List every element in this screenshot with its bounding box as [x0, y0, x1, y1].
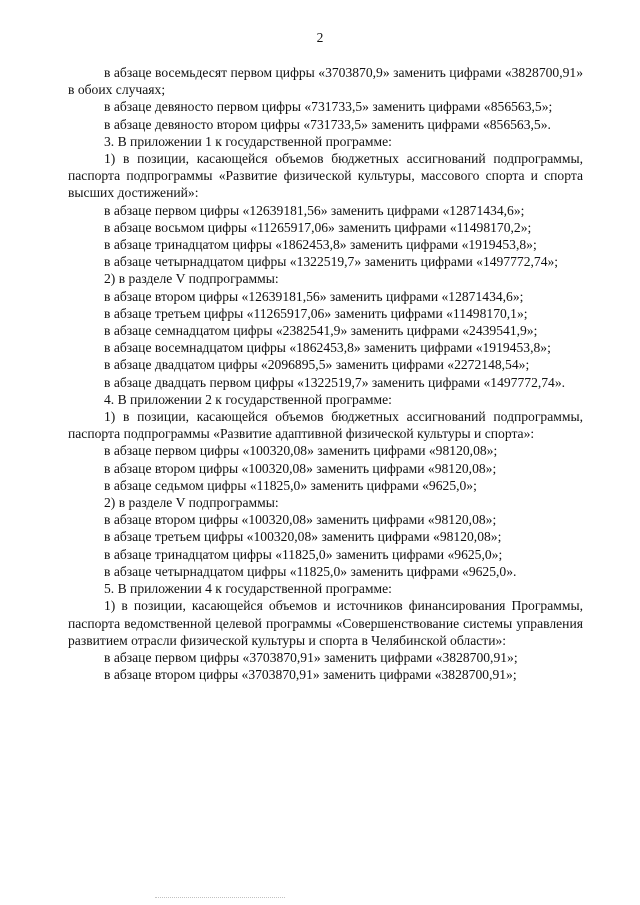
paragraph: 2) в разделе V подпрограммы:	[104, 271, 279, 287]
paragraph: в абзаце четырнадцатом цифры «1322519,7» заменить цифрами «1497772,74»;	[104, 254, 559, 270]
paragraph: 2) в разделе V подпрограммы:	[104, 495, 279, 511]
section-heading: 4. В приложении 2 к государственной программе:	[104, 391, 392, 407]
paragraph: 1) в позиции, касающейся объемов бюджетных ассигнований подпрограммы, паспорта подпрограммы «Развитие физической культуры, массового спорта и спорта высших достижений»:	[68, 151, 583, 201]
paragraph: в абзаце двадцатом цифры «2096895,5» заменить цифрами «2272148,54»;	[104, 357, 530, 373]
paragraph: в абзаце втором цифры «100320,08» заменить цифрами «98120,08»;	[104, 512, 497, 528]
paragraph: в абзаце семнадцатом цифры «2382541,9» заменить цифрами «2439541,9»;	[104, 323, 538, 339]
scan-artifact-line	[155, 897, 285, 899]
paragraph: 1) в позиции, касающейся объемов и источников финансирования Программы, паспорта ведомственной целевой программы «Совершенствование системы управления развитием отрасли физической культуры и спорта в Челябинской области»:	[68, 598, 583, 648]
paragraph: в абзаце втором цифры «3703870,91» заменить цифрами «3828700,91»;	[104, 667, 517, 683]
paragraph: в абзаце втором цифры «100320,08» заменить цифрами «98120,08»;	[104, 460, 497, 476]
paragraph: в абзаце седьмом цифры «11825,0» заменить цифрами «9625,0»;	[104, 477, 477, 493]
section-heading: 3. В приложении 1 к государственной программе:	[104, 133, 392, 149]
paragraph: в абзаце первом цифры «12639181,56» заменить цифрами «12871434,6»;	[104, 202, 525, 218]
section-heading: 5. В приложении 4 к государственной программе:	[104, 581, 392, 597]
paragraph: в абзаце втором цифры «12639181,56» заменить цифрами «12871434,6»;	[104, 288, 524, 304]
paragraph: в абзаце восьмом цифры «11265917,06» заменить цифрами «11498170,2»;	[104, 219, 532, 235]
paragraph: в абзаце третьем цифры «11265917,06» заменить цифрами «11498170,1»;	[104, 305, 528, 321]
document-body	[68, 64, 583, 683]
paragraph: в абзаце первом цифры «100320,08» заменить цифрами «98120,08»;	[104, 443, 498, 459]
paragraph: в абзаце третьем цифры «100320,08» заменить цифрами «98120,08»;	[104, 529, 502, 545]
paragraph: в абзаце восемьдесят первом цифры «3703870,9» заменить цифрами «3828700,91» в обоих случаях;	[68, 65, 583, 98]
paragraph: в абзаце девяносто втором цифры «731733,5» заменить цифрами «856563,5».	[104, 116, 551, 132]
paragraph: 1) в позиции, касающейся объемов бюджетных ассигнований подпрограммы, паспорта подпрограммы «Развитие адаптивной физической культуры и спорта»:	[68, 409, 583, 442]
paragraph: в абзаце первом цифры «3703870,91» заменить цифрами «3828700,91»;	[104, 649, 518, 665]
page-number: 2	[316, 30, 324, 45]
paragraph: в абзаце двадцать первом цифры «1322519,7» заменить цифрами «1497772,74».	[104, 374, 566, 390]
paragraph: в абзаце тринадцатом цифры «11825,0» заменить цифрами «9625,0»;	[104, 546, 503, 562]
paragraph: в абзаце тринадцатом цифры «1862453,8» заменить цифрами «1919453,8»;	[104, 237, 537, 253]
paragraph: в абзаце девяносто первом цифры «731733,5» заменить цифрами «856563,5»;	[104, 99, 553, 115]
paragraph: в абзаце четырнадцатом цифры «11825,0» заменить цифрами «9625,0».	[104, 563, 517, 579]
paragraph: в абзаце восемнадцатом цифры «1862453,8» заменить цифрами «1919453,8»;	[104, 340, 551, 356]
